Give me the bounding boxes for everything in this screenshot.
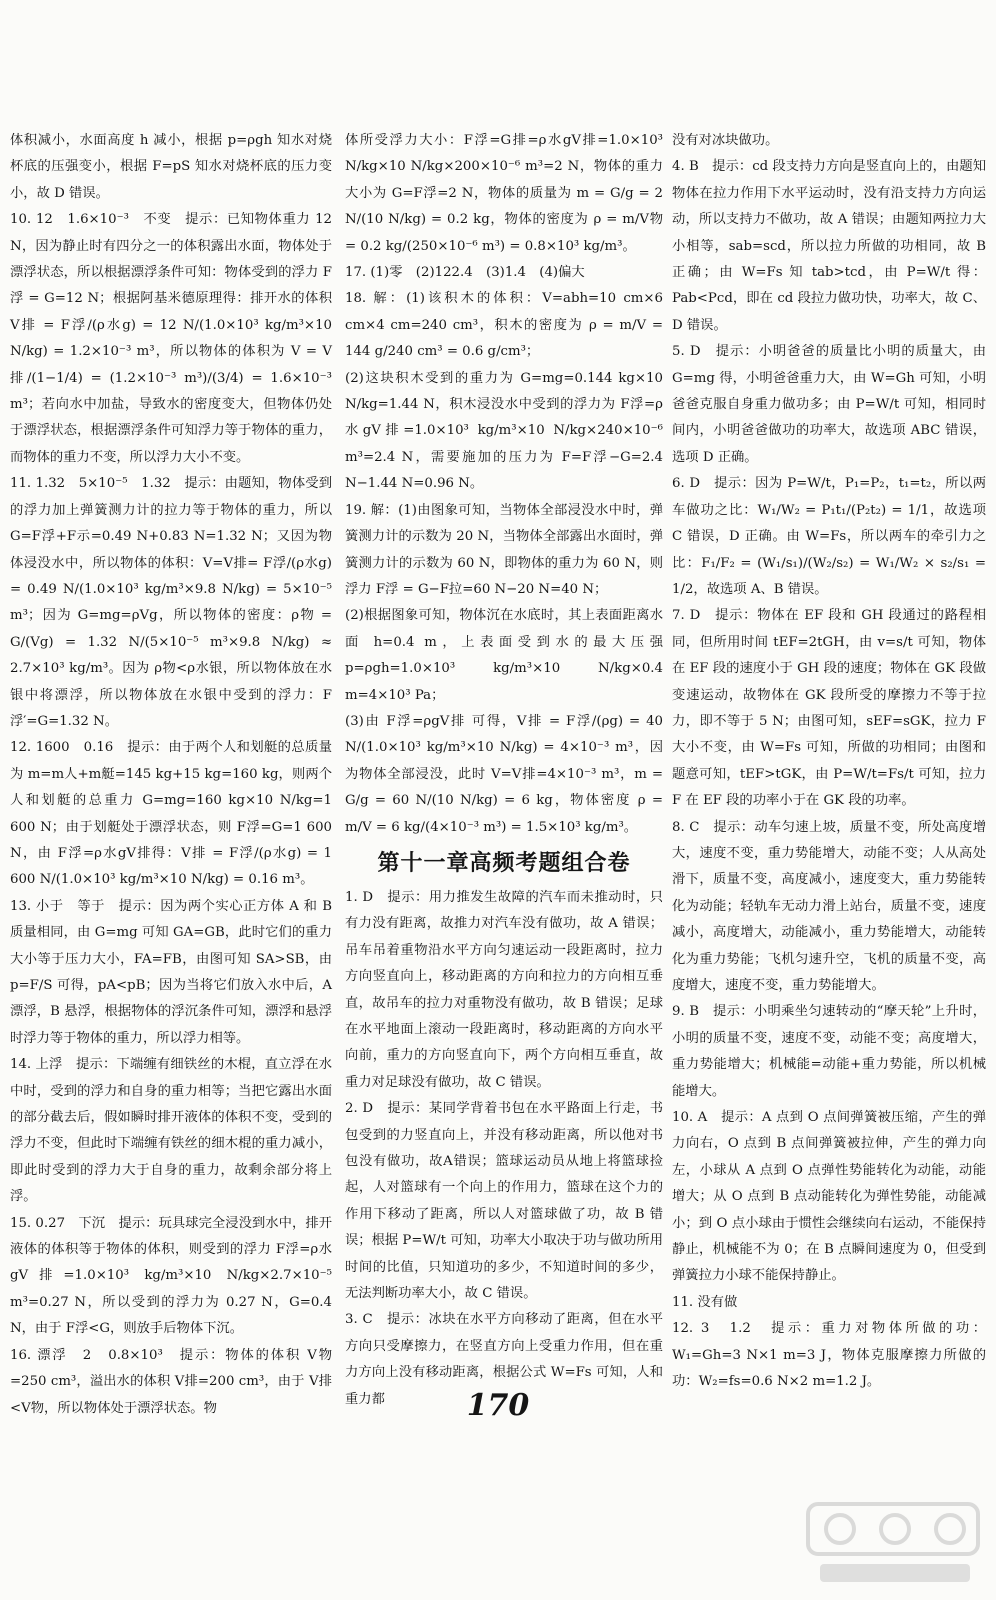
answer-item-15: 15. 0.27 下沉 提示：玩具球完全浸没到水中，排开液体的体积等于物体的体积，则受到的浮力 F浮=ρ水gV排=1.0×10³ kg/m³×10 N/kg×2.7×10⁻⁵ m³=0.27 N，所以受到的浮力为 0.27 N，G=0.4 N，由于 F浮<G，则放手后物体下沉。 [10, 1215, 332, 1337]
column-left [10, 128, 332, 1416]
answer-item-8: 8. C 提示：动车匀速上坡，质量不变，所处高度增大，速度不变，重力势能增大，动能不变；人从高处滑下，质量不变，高度减小，速度变大，重力势能转化为动能；轻轨车无动力滑上站台，质量不变，速度减小，高度增大，动能减小，重力势能增大，动能转化为重力势能；飞机匀速升空，飞机的质量不变，高度增大，速度不变，重力势能增大。 [672, 819, 986, 993]
answer-item-2: 2. D 提示：某同学背着书包在水平路面上行走，书包受到的力竖直向上，并没有移动距离，所以他对书包没有做功，故A错误；篮球运动员从地上将篮球捡起，人对篮球有一个向上的作用力，篮球在这个力的作用下移动了距离，所以人对篮球做了功，故 B 错误；根据 P=W/t 可知，功率大小取决于功与做功所用时间的比值，只知道功的多少，不知道时间的多少，无法判断功率大小，故 C 错误。 [345, 1101, 663, 1302]
answer-item-12b: 12. 3 1.2 提示：重力对物体所做的功：W₁=Gh=3 N×1 m=3 J，物体克服摩擦力所做的功：W₂=fs=0.6 N×2 m=1.2 J。 [672, 1321, 986, 1390]
answer-item-13: 13. 小于 等于 提示：因为两个实心正方体 A 和 B 质量相同，由 G=mg 可知 GA=GB，此时它们的重力大小等于压力大小，FA=FB，由图可知 SA>SB，由 p=F/S 可得，pA<pB；因为当将它们放入水中后，A 漂浮，B 悬浮，根据物体的浮沉条件可知，漂浮和悬浮时浮力等于物体的重力，所以浮力相等。 [10, 898, 332, 1046]
answer-item-17: 17. (1)零 (2)122.4 (3)1.4 (4)偏大 [345, 265, 585, 281]
answer-item-6: 6. D 提示：因为 P=W/t，P₁=P₂，t₁=t₂，所以两车做功之比：W₁/W₂ = P₁t₁/(P₂t₂) = 1/1，故选项 C 错误，D 正确。由 W=Fs，所以两车的牵引力之比：F₁/F₂ = (W₁/s₁)/(W₂/s₂) = W₁/W₂ × s₂/s₁ = 1/2，故选项 A、B 错误。 [672, 476, 986, 597]
watermark-logo-icon [800, 1494, 990, 1594]
answer-item-14: 14. 上浮 提示：下端缠有细铁丝的木棍，直立浮在水中时，受到的浮力和自身的重力相等；当把它露出水面的部分截去后，假如瞬时排开液体的体积不变，受到的浮力不变，但此时下端缠有铁丝的细木棍的重力减小，即此时受到的浮力大于自身的重力，故剩余部分将上浮。 [10, 1057, 332, 1205]
answer-item-9: 9. B 提示：小明乘坐匀速转动的“摩天轮”上升时，小明的质量不变，速度不变，动能不变；高度增大，重力势能增大；机械能=动能+重力势能，所以机械能增大。 [672, 1004, 986, 1099]
answer-item-10b: 10. A 提示：A 点到 O 点间弹簧被压缩，产生的弹力向右，O 点到 B 点间弹簧被拉伸，产生的弹力向左，小球从 A 点到 O 点弹性势能转化为动能，动能增大；从 O 点到 B 点动能转化为弹性势能，动能减小；到 O 点小球由于惯性会继续向右运动，不能保持静止，机械能不为 0；在 B 点瞬间速度为 0，但受到弹簧拉力小球不能保持静止。 [672, 1110, 986, 1284]
answer-item-12: 12. 1600 0.16 提示：由于两个人和划艇的总质量为 m=m人+m艇=145 kg+15 kg=160 kg，则两个人和划艇的总重力 G=mg=160 kg×10 N/kg=1 600 N；由于划艇处于漂浮状态，则 F浮=G=1 600 N，由 F浮=ρ水gV排得：V排 = F浮/(ρ水g) = 1 600 N/(1.0×10³ kg/m³×10 N/kg) = 0.16 m³。 [10, 740, 332, 888]
answer-item-1: 1. D 提示：用力推发生故障的汽车而未推动时，只有力没有距离，故推力对汽车没有做功，故 A 错误；吊车吊着重物沿水平方向匀速运动一段距离时，拉力方向竖直向上，移动距离的方向和拉力的方向相互垂直，故吊车的拉力对重物没有做功，故 B 错误；足球在水平地面上滚动一段距离时，移动距离的方向水平向前，重力的方向竖直向下，两个方向相互垂直，故重力对足球没有做功，故 C 错误。 [345, 889, 663, 1090]
answer-item-10: 10. 12 1.6×10⁻³ 不变 提示：已知物体重力 12 N，因为静止时有四分之一的体积露出水面，物体处于漂浮状态，所以根据漂浮条件可知：物体受到的浮力 F浮 = G=12 N；根据阿基米德原理得：排开水的体积 V排 = F浮/(ρ水g) = 12 N/(1.0×10³ kg/m³×10 N/kg) = 1.2×10⁻³ m³，所以物体的体积为 V = V排/(1−1/4) = (1.2×10⁻³ m³)/(3/4) = 1.6×10⁻³ m³；若向水中加盐，导致水的密度变大，但物体仍处于漂浮状态，根据漂浮条件可知浮力等于物体的重力，而物体的重力不变，所以浮力大小不变。 [10, 212, 332, 465]
page-number: 170 [466, 1388, 530, 1423]
answer-item-18: 18. 解：(1)该积木的体积：V=abh=10 cm×6 cm×4 cm=240 cm³，积木的密度为 ρ = m/V = 144 g/240 cm³ = 0.6 g/cm³； [345, 291, 663, 360]
answer-item-4: 4. B 提示：cd 段支持力方向是竖直向上的，由题知物体在拉力作用下水平运动时，没有沿支持力方向运动，所以支持力不做功，故 A 错误；由题知两拉力大小相等，sab=scd，所以拉力所做的功相同，故 B 正确；由 W=Fs 知 tab>tcd，由 P=W/t 得：Pab<Pcd，即在 cd 段拉力做功快，功率大，故 C、D 错误。 [672, 159, 986, 333]
answer-item-3: 3. C 提示：冰块在水平方向移动了距离，但在水平方向只受摩擦力，在竖直方向上受重力作用，但在重力方向上没有移动距离，根据公式 W=Fs 可知，人和重力都 [345, 1312, 663, 1407]
paragraph: (2)根据图象可知，物体沉在水底时，其上表面距离水面 h=0.4 m，上表面受到水的最大压强 p=ρgh=1.0×10³ kg/m³×10 N/kg×0.4 m=4×10³ Pa； [345, 608, 663, 703]
answer-item-16: 16. 漂浮 2 0.8×10³ 提示：物体的体积 V物=250 cm³，溢出水的体积 V排=200 cm³，由于 V排<V物，所以物体处于漂浮状态。物 [10, 1347, 332, 1416]
column-right [672, 128, 986, 1388]
answer-item-19: 19. 解：(1)由图象可知，当物体全部浸没水中时，弹簧测力计的示数为 20 N，当物体全部露出水面时，弹簧测力计的示数为 60 N，即物体的重力为 60 N，则浮力 F浮 = G−F拉=60 N−20 N=40 N； [345, 502, 663, 597]
paragraph: 没有对冰块做功。 [672, 133, 779, 148]
paragraph: 体所受浮力大小：F浮=G排=ρ水gV排=1.0×10³ N/kg×10 N/kg×200×10⁻⁶ m³=2 N，物体的重力大小为 G=F浮=2 N，物体的质量为 m = G/g = 2 N/(10 N/kg) = 0.2 kg，物体的密度为 ρ = m/V物 = 0.2 kg/(250×10⁻⁶ m³) = 0.8×10³ kg/m³。 [345, 133, 663, 254]
answer-item-5: 5. D 提示：小明爸爸的质量比小明的质量大，由 G=mg 得，小明爸爸重力大，由 W=Gh 可知，小明爸爸克服自身重力做功多；由 P=W/t 可知，相同时间内，小明爸爸做功的功率大，故选项 ABC 错误，选项 D 正确。 [672, 344, 986, 465]
paragraph: (3)由 F浮=ρgV排 可得，V排 = F浮/(ρg) = 40 N/(1.0×10³ kg/m³×10 N/kg) = 4×10⁻³ m³，因为物体全部浸没，此时 V=V排=4×10⁻³ m³，m = G/g = 60 N/(10 N/kg) = 6 kg，物体密度 ρ = m/V = 6 kg/(4×10⁻³ m³) = 1.5×10³ kg/m³。 [345, 713, 663, 835]
section-title: 第十一章高频考题组合卷 [377, 850, 631, 876]
paragraph: (2)这块积木受到的重力为 G=mg=0.144 kg×10 N/kg=1.44 N，积木浸没水中受到的浮力为 F浮=ρ水gV排=1.0×10³ kg/m³×10 N/kg×240×10⁻⁶ m³=2.4 N，需要施加的压力为 F=F浮−G=2.4 N−1.44 N=0.96 N。 [345, 370, 663, 492]
answer-item-11b: 11. 没有做 [672, 1294, 738, 1310]
paragraph: 体积减小，水面高度 h 减小，根据 p=ρgh 知水对烧杯底的压强变小，根据 F=pS 知水对烧杯底的压力变小，故 D 错误。 [10, 133, 332, 201]
answer-item-11: 11. 1.32 5×10⁻⁵ 1.32 提示：由题知，物体受到的浮力加上弹簧测力计的拉力等于物体的重力，所以 G=F浮+F示=0.49 N+0.83 N=1.32 N；又因为物体浸没水中，所以物体的体积：V=V排= F浮/(ρ水g) = 0.49 N/(1.0×10³ kg/m³×9.8 N/kg) = 5×10⁻⁵ m³；因为 G=mg=ρVg，所以物体的密度：ρ物 = G/(Vg) = 1.32 N/(5×10⁻⁵ m³×9.8 N/kg) ≈ 2.7×10³ kg/m³。因为 ρ物<ρ水银，所以物体放在水银中将漂浮，所以物体放在水银中受到的浮力：F浮′=G=1.32 N。 [10, 476, 332, 729]
answer-item-7: 7. D 提示：物体在 EF 段和 GH 段通过的路程相同，但所用时间 tEF=2tGH，由 v=s/t 可知，物体在 EF 段的速度小于 GH 段的速度；物体在 GK 段做变速运动，故物体在 GK 段所受的摩擦力不等于拉力，即不等于 5 N；由图可知，sEF=sGK，拉力 F 大小不变，由 W=Fs 可知，所做的功相同；由图和题意可知，tEF>tGK，由 P=W/t=Fs/t 可知，拉力 F 在 EF 段的功率小于在 GK 段的功率。 [672, 608, 986, 809]
